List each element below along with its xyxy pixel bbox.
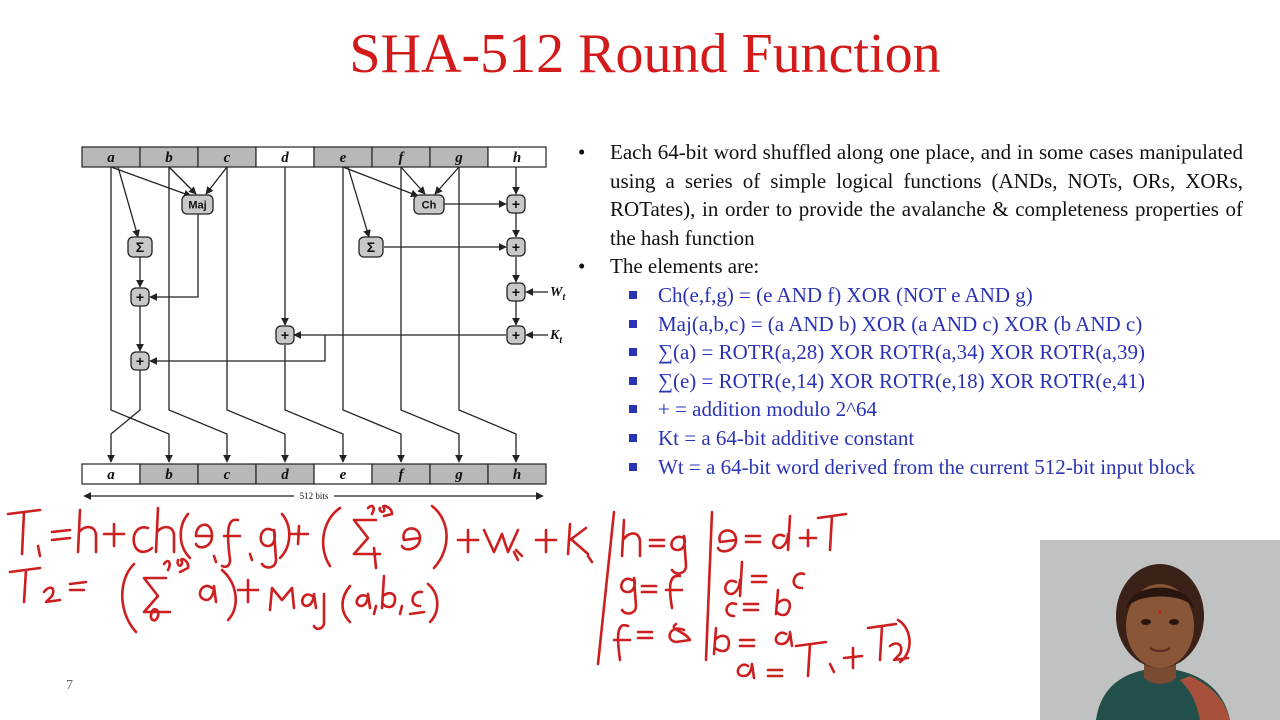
kt-label: $K_t$ bbox=[550, 328, 563, 346]
element-sigma-a: ∑(a) = ROTR(a,28) XOR ROTR(a,34) XOR ROTR(a,39) bbox=[610, 338, 1243, 367]
bottom-register-label-a: a bbox=[107, 467, 115, 483]
top-register-row bbox=[82, 147, 546, 167]
element-kt: Kt = a 64-bit additive constant bbox=[610, 424, 1243, 453]
top-register-label-h: h bbox=[512, 150, 522, 166]
wire-a-sigma bbox=[118, 167, 138, 237]
adder-sigma-e-label: + bbox=[511, 239, 521, 256]
top-register-label-f: f bbox=[398, 150, 404, 166]
element-ch: Ch(e,f,g) = (e AND f) XOR (NOT e AND g) bbox=[610, 281, 1243, 310]
presenter-webcam bbox=[1040, 540, 1280, 720]
adder-maj-label: + bbox=[135, 289, 145, 306]
wire-maj-add1 bbox=[150, 214, 198, 297]
bottom-register-label-f: f bbox=[398, 467, 404, 483]
bullet-intro: • Each 64-bit word shuffled along one place, and in some cases manipulated using a series of simple logical functions (ANDs, NOTs, ORs, XORs, ROTates), in order to provide the avalanche & completeness properties of the hash function bbox=[578, 138, 1243, 252]
wire-e-ch bbox=[343, 167, 418, 196]
wire-t1-add3 bbox=[150, 335, 325, 361]
adder-ch-label: + bbox=[511, 196, 521, 213]
presenter-figure bbox=[1040, 540, 1280, 720]
width-label: 512 bits bbox=[299, 491, 329, 501]
element-sigma-e: ∑(e) = ROTR(e,14) XOR ROTR(e,18) XOR ROTR(e,41) bbox=[610, 367, 1243, 396]
slide-title: SHA-512 Round Function bbox=[349, 23, 941, 85]
bullet-list bbox=[578, 138, 1243, 481]
top-register-label-b: b bbox=[165, 150, 173, 166]
top-register-label-c: c bbox=[223, 150, 231, 166]
diagram-function-boxes bbox=[128, 195, 525, 370]
adder-t2-label: + bbox=[135, 353, 145, 370]
adder-d-label: + bbox=[280, 327, 290, 344]
wire-g-ch bbox=[435, 167, 459, 194]
bullet-elements bbox=[578, 252, 1243, 481]
bottom-register-row bbox=[82, 464, 546, 484]
sigma-a-function-label: Σ bbox=[135, 239, 145, 256]
wire-a-maj bbox=[111, 167, 191, 196]
bottom-register-label-d: d bbox=[281, 467, 289, 483]
element-maj: Maj(a,b,c) = (a AND b) XOR (a AND c) XOR (b AND c) bbox=[610, 310, 1243, 339]
wire-c-d bbox=[227, 167, 285, 462]
element-addition: + = addition modulo 2^64 bbox=[610, 395, 1243, 424]
ch-function-label: Ch bbox=[421, 199, 437, 212]
bottom-register-label-b: b bbox=[165, 467, 173, 483]
adder-kt-label: + bbox=[511, 327, 521, 344]
bottom-register-label-e: e bbox=[339, 467, 347, 483]
wire-c-maj bbox=[206, 167, 227, 194]
bottom-register-label-c: c bbox=[223, 467, 231, 483]
top-register-label-e: e bbox=[339, 150, 347, 166]
wire-addd-e bbox=[285, 345, 343, 462]
wire-e-sigma bbox=[348, 167, 369, 237]
maj-function-label: Maj bbox=[188, 199, 207, 212]
diagram-wires bbox=[84, 167, 548, 496]
wire-f-ch bbox=[401, 167, 425, 194]
top-register-label-d: d bbox=[281, 150, 289, 166]
wire-e-f bbox=[343, 167, 401, 462]
top-register-label-g: g bbox=[455, 150, 463, 166]
top-register-label-a: a bbox=[107, 150, 115, 166]
bottom-register-label-h: h bbox=[512, 467, 522, 483]
adder-wt-label: + bbox=[511, 284, 521, 301]
slide-number: 7 bbox=[66, 678, 73, 693]
wt-label: $W_t$ bbox=[550, 285, 566, 303]
bottom-register-label-g: g bbox=[455, 467, 463, 483]
sigma-e-function-label: Σ bbox=[366, 239, 376, 256]
element-wt: Wt = a 64-bit word derived from the current 512-bit input block bbox=[610, 453, 1243, 482]
bullet-elements-heading: The elements are: bbox=[610, 254, 760, 279]
